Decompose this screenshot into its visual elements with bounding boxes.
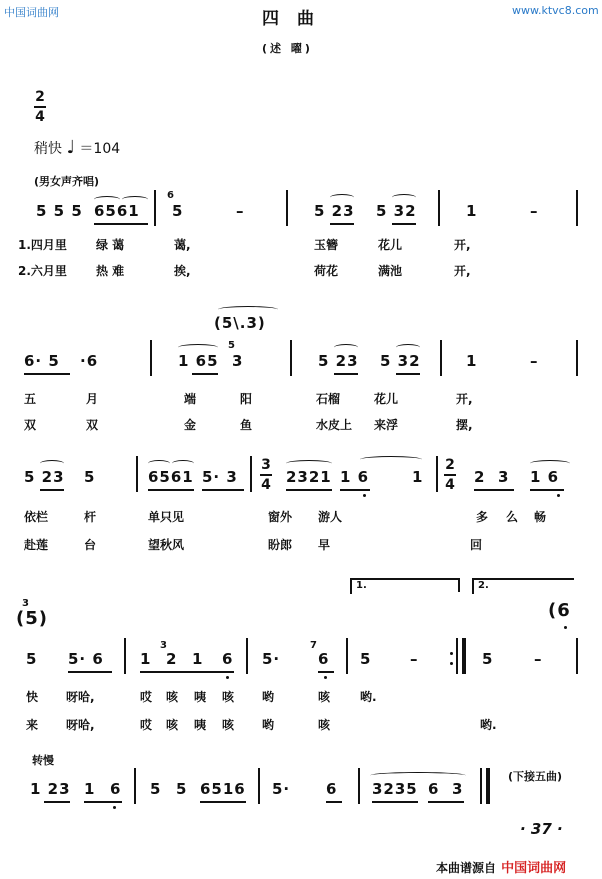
watermark-right: www.ktvc8.com bbox=[512, 4, 599, 17]
lyric: 哎 bbox=[140, 690, 153, 704]
note: 5 bbox=[172, 202, 184, 220]
lyric: 1.四月里 bbox=[18, 238, 67, 252]
lyric: 阳 bbox=[240, 392, 253, 406]
note-group: 5 5 5 bbox=[36, 202, 83, 220]
tempo-marking: 稍快 ♩ ＝104 bbox=[34, 137, 121, 158]
grace-note: 7 bbox=[310, 640, 317, 651]
note-group: 5· 3 bbox=[202, 468, 238, 486]
note: 1 bbox=[84, 780, 96, 798]
lyric: 满池 bbox=[378, 264, 403, 278]
note-group: 1 65 bbox=[178, 352, 219, 370]
grace-note: 6 bbox=[167, 190, 174, 201]
note: 1 bbox=[140, 650, 152, 668]
lyric: 端 bbox=[184, 392, 197, 406]
time-signature-change: 2 4 bbox=[445, 457, 455, 493]
lyric: 咳 bbox=[318, 690, 331, 704]
dash: – bbox=[534, 650, 543, 668]
voice-instruction: (男女声齐唱) bbox=[34, 175, 100, 188]
time-signature-change: 3 4 bbox=[261, 457, 271, 493]
lyric: 单只见 bbox=[148, 510, 185, 524]
note: 5 bbox=[84, 468, 96, 486]
lyric: 五 bbox=[24, 392, 37, 406]
lyric: 蔼, bbox=[174, 238, 191, 252]
note-group: 3235 bbox=[372, 780, 418, 798]
lyric: 台 bbox=[84, 538, 97, 552]
note: 1 bbox=[466, 202, 478, 220]
lyric: 双 bbox=[86, 418, 99, 432]
note-group: 1 23 bbox=[30, 780, 71, 798]
lyric: 咳 bbox=[166, 690, 179, 704]
lyric: 么 bbox=[506, 510, 519, 524]
note-group: 6516 bbox=[200, 780, 246, 798]
source-label: 本曲谱源自 bbox=[436, 861, 497, 875]
note: 5 bbox=[360, 650, 372, 668]
lyric: 玉簪 bbox=[314, 238, 339, 252]
lyric: 咳 bbox=[222, 690, 235, 704]
note: 5 bbox=[26, 650, 38, 668]
lyric: 哟 bbox=[262, 690, 275, 704]
note-group: 1 6 bbox=[340, 468, 370, 486]
lyric: 来浮 bbox=[374, 418, 399, 432]
note: ·6 bbox=[80, 352, 99, 370]
lyric: 游人 bbox=[318, 510, 343, 524]
watermark-left: 中国词曲网 bbox=[4, 6, 59, 19]
lyric: 开, bbox=[454, 238, 471, 252]
lyric: 快 bbox=[26, 690, 39, 704]
lyric: 咦 bbox=[194, 690, 207, 704]
lyric: 依栏 bbox=[24, 510, 49, 524]
lyric: 咳 bbox=[318, 718, 331, 732]
note-group: 6561 bbox=[94, 202, 140, 220]
note: 6 bbox=[110, 780, 122, 798]
note: 2 bbox=[474, 468, 486, 486]
lyric: 摆, bbox=[456, 418, 473, 432]
lyric: 来 bbox=[26, 718, 39, 732]
note: 5· bbox=[262, 650, 281, 668]
lyric: 盼郎 bbox=[268, 538, 293, 552]
lyric: 哎 bbox=[140, 718, 153, 732]
tempo-change: 转慢 bbox=[32, 754, 54, 767]
lyric: 哟 bbox=[262, 718, 275, 732]
lyric: 绿 蔼 bbox=[96, 238, 125, 252]
volta-second: 2. bbox=[472, 578, 574, 594]
note: 5· bbox=[272, 780, 291, 798]
lyric: 挨, bbox=[174, 264, 191, 278]
note-group: 2321 bbox=[286, 468, 332, 486]
lyric: 咳 bbox=[166, 718, 179, 732]
parenthetical-notes: (5) bbox=[16, 608, 48, 629]
grace-note: 3 bbox=[160, 640, 167, 651]
lyric: 哟. bbox=[360, 690, 377, 704]
parenthetical-notes: (5\.3) bbox=[214, 314, 266, 332]
note: 5 bbox=[150, 780, 162, 798]
dash: – bbox=[236, 202, 245, 220]
song-subtitle: (述 曜) bbox=[262, 42, 313, 55]
volta-first: 1. bbox=[350, 578, 460, 594]
note: 3 bbox=[452, 780, 464, 798]
note: 5 bbox=[482, 650, 494, 668]
continuation-note: (下接五曲) bbox=[508, 770, 563, 783]
quarter-note-icon: ♩ bbox=[66, 137, 75, 158]
lyric: 水皮上 bbox=[316, 418, 353, 432]
note-group: 5 23 bbox=[318, 352, 359, 370]
source-footer bbox=[436, 857, 566, 876]
grace-note: 5 bbox=[228, 340, 235, 351]
note-group: 5 23 bbox=[24, 468, 65, 486]
lyric: 望秋风 bbox=[148, 538, 185, 552]
lyric: 回 bbox=[470, 538, 483, 552]
lyric: 月 bbox=[86, 392, 99, 406]
lyric: 窗外 bbox=[268, 510, 293, 524]
lyric: 哟. bbox=[480, 718, 497, 732]
note: 6 bbox=[222, 650, 234, 668]
lyric: 开, bbox=[456, 392, 473, 406]
lyric: 呀哈, bbox=[66, 690, 95, 704]
note-group: 5· 6 bbox=[68, 650, 104, 668]
source-site-link[interactable]: 中国词曲网 bbox=[501, 861, 567, 876]
parenthetical-notes: (6 bbox=[548, 600, 571, 621]
lyric: 畅 bbox=[534, 510, 547, 524]
note: 3 bbox=[232, 352, 244, 370]
time-signature: 2 4 bbox=[35, 89, 45, 125]
page-number: · 37 · bbox=[520, 820, 563, 838]
lyric: 荷花 bbox=[314, 264, 339, 278]
lyric: 多 bbox=[476, 510, 489, 524]
lyric: 鱼 bbox=[240, 418, 253, 432]
note: 1 bbox=[412, 468, 424, 486]
note: 2 bbox=[166, 650, 178, 668]
note: 6 bbox=[318, 650, 330, 668]
note: 3 bbox=[498, 468, 510, 486]
lyric: 石榴 bbox=[316, 392, 341, 406]
note-group: 5 32 bbox=[376, 202, 417, 220]
note: 1 bbox=[466, 352, 478, 370]
lyric: 呀哈, bbox=[66, 718, 95, 732]
note-group: 6· 5 bbox=[24, 352, 60, 370]
lyric: 咦 bbox=[194, 718, 207, 732]
dash: – bbox=[530, 202, 539, 220]
note-group: 5 23 bbox=[314, 202, 355, 220]
note: 6 bbox=[428, 780, 440, 798]
lyric: 双 bbox=[24, 418, 37, 432]
lyric: 杆 bbox=[84, 510, 97, 524]
note-group: 6561 bbox=[148, 468, 194, 486]
lyric: 金 bbox=[184, 418, 197, 432]
lyric: 早 bbox=[318, 538, 331, 552]
song-title: 四曲 bbox=[262, 9, 332, 29]
lyric: 花儿 bbox=[374, 392, 399, 406]
lyric: 赴莲 bbox=[24, 538, 49, 552]
note-group: 1 6 bbox=[530, 468, 560, 486]
lyric: 咳 bbox=[222, 718, 235, 732]
note-group: 5 32 bbox=[380, 352, 421, 370]
grace-note: 3 bbox=[22, 598, 29, 609]
note: 5 bbox=[176, 780, 188, 798]
dash: – bbox=[530, 352, 539, 370]
lyric: 热 难 bbox=[96, 264, 125, 278]
lyric: 2.六月里 bbox=[18, 264, 67, 278]
note: 1 bbox=[192, 650, 204, 668]
dash: – bbox=[410, 650, 419, 668]
note: 6 bbox=[326, 780, 338, 798]
lyric: 花儿 bbox=[378, 238, 403, 252]
lyric: 开, bbox=[454, 264, 471, 278]
